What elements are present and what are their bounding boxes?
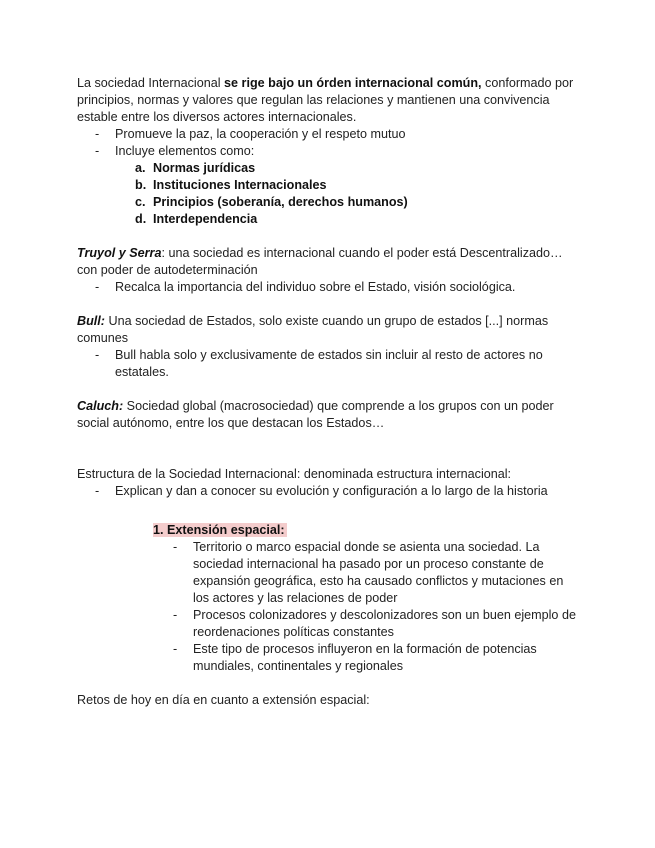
element-item: b. Instituciones Internacionales <box>135 178 327 192</box>
estructura-paragraph: Estructura de la Sociedad Internacional: denominada estructura internacional: <box>77 467 512 481</box>
list-item: - Territorio o marco espacial donde se asienta una sociedad. La sociedad internacional ha pasado por un proceso constante de expansión geográfica, esto ha causado conflictos y mutaciones en los actores y las relaciones de poder <box>77 539 577 607</box>
document-page <box>77 75 577 709</box>
list-item: - Procesos colonizadores y descolonizadores son un buen ejemplo de reordenaciones políticas constantes <box>77 607 577 641</box>
element-item: d. Interdependencia <box>135 212 258 226</box>
list-item: - Bull habla solo y exclusivamente de estados sin incluir al resto de actores no estatales. <box>77 347 577 381</box>
list-item: - Este tipo de procesos influyeron en la formación de potencias mundiales, continentales y regionales <box>77 641 577 675</box>
list-item: - Explican y dan a conocer su evolución y configuración a lo largo de la historia <box>77 483 577 500</box>
section-heading: 1. Extensión espacial: <box>153 523 285 537</box>
element-item: c. Principios (soberanía, derechos humanos) <box>135 195 408 209</box>
intro-paragraph: La sociedad Internacional se rige bajo un órden internacional común, conformado por principios, normas y valores que regulan las relaciones y mantienen una convivencia estable entre los diversos actores internacionales. <box>77 76 574 124</box>
element-item: a. Normas jurídicas <box>135 161 256 175</box>
list-item: - Recalca la importancia del individuo sobre el Estado, visión sociológica. <box>77 279 577 296</box>
bull-paragraph: Bull: Una sociedad de Estados, solo existe cuando un grupo de estados [...] normas comunes <box>77 314 549 345</box>
intro-bold: se rige bajo un órden internacional común, <box>224 76 482 90</box>
list-item: - Promueve la paz, la cooperación y el respeto mutuo <box>77 126 577 143</box>
truyol-paragraph: Truyol y Serra: una sociedad es internacional cuando el poder está Descentralizado… con poder de autodeterminación <box>77 246 563 277</box>
retos-paragraph: Retos de hoy en día en cuanto a extensión espacial: <box>77 693 370 707</box>
list-item: - Incluye elementos como: <box>77 143 577 160</box>
caluch-paragraph: Caluch: Sociedad global (macrosociedad) que comprende a los grupos con un poder social autónomo, entre los que destacan los Estados… <box>77 399 554 430</box>
